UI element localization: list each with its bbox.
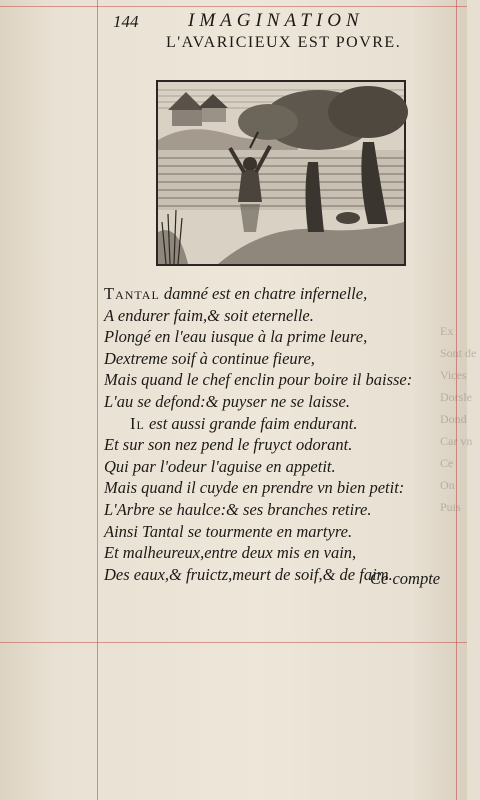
woodcut-illustration (156, 80, 406, 266)
verse-line: Et sur son nez pend le fruyct odorant. (104, 435, 353, 455)
verse-line-text: damné est en chatre infernelle, (159, 284, 368, 303)
verse-line: Dextreme soif à continue fieure, (104, 348, 315, 368)
verse-line: Mais quand il cuyde en prendre vn bien petit: (104, 478, 405, 498)
initial-word: Il (130, 413, 145, 433)
verse-line: Plongé en l'eau iusque à la prime leure, (104, 327, 368, 347)
verse-line: L'Arbre se haulce:& ses branches retire. (104, 499, 372, 519)
verse-line: L'au se defond:& puyser ne se laisse. (104, 391, 350, 411)
verse-line-text: est aussi grande faim endurant. (144, 413, 358, 433)
verse-line: A endurer faim,& soit eternelle. (104, 305, 314, 325)
red-rule-top (0, 6, 467, 7)
poem-text (104, 283, 454, 585)
page-number: 144 (113, 12, 139, 31)
red-rule-left (97, 0, 98, 800)
verse-line: Et malheureux,entre deux mis en vain, (104, 543, 357, 563)
running-head: IMAGINATION (188, 10, 364, 31)
red-rule-bottom (0, 642, 467, 643)
verse-line (104, 413, 454, 435)
verse-line: Des eaux,& fruictz,meurt de soif,& de faim. (104, 564, 393, 584)
woodcut-tantalus-icon (158, 82, 404, 264)
emblem-motto: L'AVARICIEUX EST POVRE. (166, 34, 402, 51)
show-through-text: Ex Sont de Vices Dorsle Dond Car vn Ce On Puis (440, 324, 477, 514)
initial-word: Tantal (104, 284, 160, 303)
verse-line: Ainsi Tantal se tourmente en martyre. (104, 521, 353, 541)
catchword: Ce compte (370, 569, 441, 588)
verse-line (104, 283, 454, 305)
verse-line: Qui par l'odeur l'aguise en appetit. (104, 456, 336, 476)
verse-line: Mais quand le chef enclin pour boire il baisse: (104, 370, 413, 390)
